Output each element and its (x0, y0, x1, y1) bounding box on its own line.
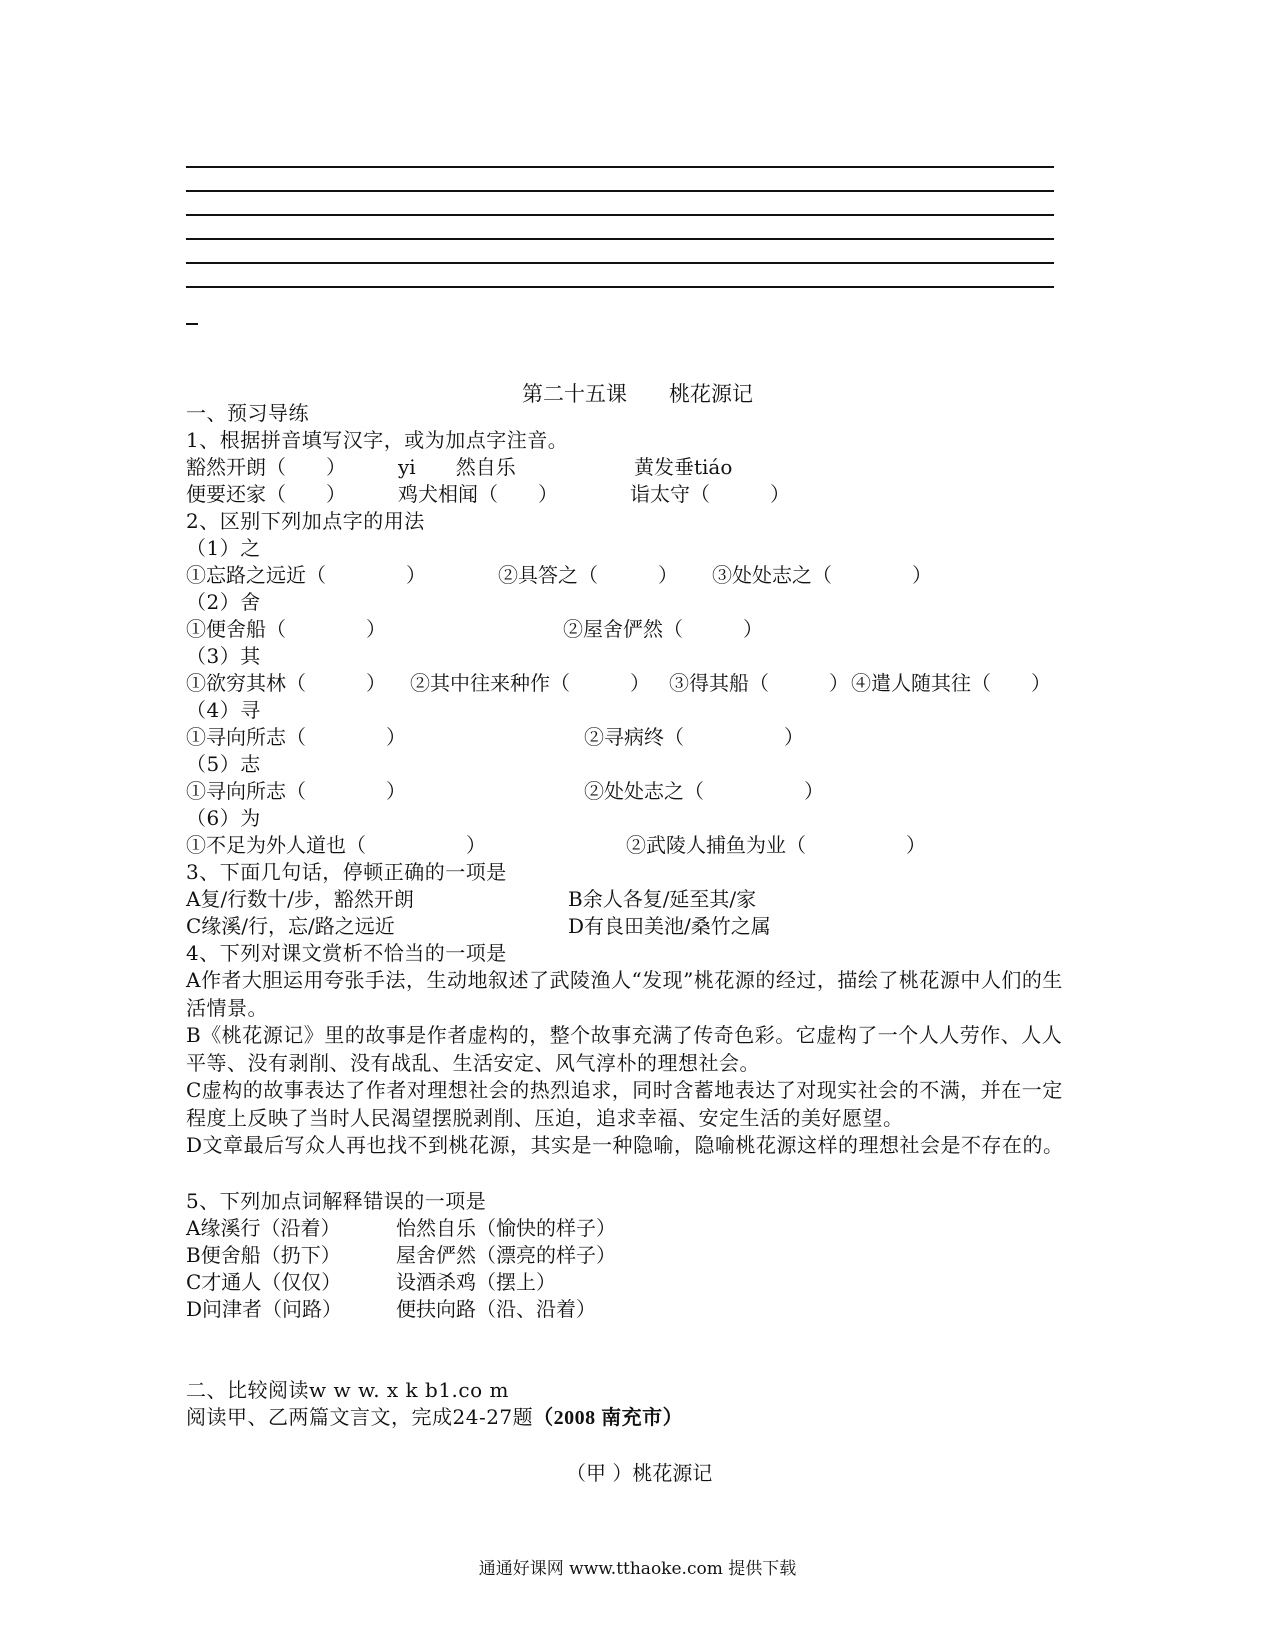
q4-option: C虚构的故事表达了作者对理想社会的热烈追求，同时含蓄地表达了对现实社会的不满，并在一定程度上反映了当时人民渴望摆脱剥削、压迫，追求幸福、安定生活的美好愿望。 (186, 1078, 1063, 1130)
q5-option: A缘溪行（沿着） (186, 1216, 341, 1240)
q2-group-head: （3）其 (186, 644, 261, 668)
q2-item: ①寻向所志（ ） (186, 779, 406, 803)
q2-item: ①便舍船（ ） (186, 617, 386, 641)
reading-intro (186, 1403, 1086, 1432)
question-5-prompt: 5、下列加点词解释错误的一项是 (186, 1189, 487, 1213)
q5-option: 怡然自乐（愉快的样子） (396, 1216, 616, 1240)
reading-source: （2008 南充市） (533, 1407, 684, 1429)
section-heading: 一、预习导练 (186, 401, 309, 425)
q1-item: 豁然开朗（ ） (186, 455, 346, 479)
q2-item: ④遣人随其往（ ） (851, 671, 1051, 695)
q2-item: ②武陵人捕鱼为业（ ） (626, 833, 926, 857)
q2-group-head: （2）舍 (186, 590, 261, 614)
question-3-prompt: 3、下面几句话，停顿正确的一项是 (186, 860, 507, 884)
q4-option: D文章最后写众人再也找不到桃花源，其实是一种隐喻，隐喻桃花源这样的理想社会是不存在的。 (186, 1133, 1064, 1157)
question-2-prompt: 2、区别下列加点字的用法 (186, 509, 425, 533)
q5-option: C才通人（仅仅） (186, 1270, 342, 1294)
answer-line (186, 286, 1054, 288)
answer-line (186, 238, 1054, 240)
q5-option: B便舍船（扔下） (186, 1243, 341, 1267)
q3-option: A复/行数十/步，豁然开朗 (186, 887, 414, 911)
q5-option: 屋舍俨然（漂亮的样子） (396, 1243, 616, 1267)
q2-item: ③得其船（ ） (669, 671, 849, 695)
q5-option: D问津者（问路） (186, 1297, 343, 1321)
lesson-title: 第二十五课 桃花源记 (522, 382, 753, 406)
q3-option: C缘溪/行，忘/路之远近 (186, 914, 395, 938)
answer-line (186, 166, 1054, 168)
q1-item: 黄发垂tiáo (634, 455, 733, 479)
q3-option: D有良田美池/桑竹之属 (568, 914, 771, 938)
q4-option: A作者大胆运用夸张手法，生动地叙述了武陵渔人“发现”桃花源的经过，描绘了桃花源中人们的生活情景。 (186, 968, 1063, 1020)
passage-subtitle: （甲 ）桃花源记 (566, 1461, 713, 1485)
answer-line-stub (186, 323, 198, 325)
q2-item: ①不足为外人道也（ ） (186, 833, 486, 857)
answer-line (186, 214, 1054, 216)
q5-option: 设酒杀鸡（摆上） (396, 1270, 556, 1294)
q1-item: 诣太守（ ） (630, 482, 790, 506)
page-footer: 通通好课网 www.tthaoke.com 提供下载 (478, 1559, 797, 1579)
q2-item: ②寻病终（ ） (584, 725, 804, 749)
answer-line (186, 262, 1054, 264)
q2-group-head: （4）寻 (186, 698, 261, 722)
question-1-prompt: 1、根据拼音填写汉字，或为加点字注音。 (186, 428, 569, 452)
question-4-prompt: 4、下列对课文赏析不恰当的一项是 (186, 941, 507, 965)
q2-item: ①欲穷其林（ ） (186, 671, 386, 695)
q3-option: B余人各复/延至其/家 (568, 887, 757, 911)
section-heading: 二、比较阅读w w w. x k b1.co m (186, 1378, 509, 1402)
q4-option: B《桃花源记》里的故事是作者虚构的，整个故事充满了传奇色彩。它虚构了一个人人劳作、人人平等、没有剥削、没有战乱、生活安定、风气淳朴的理想社会。 (186, 1023, 1063, 1075)
q2-group-head: （1）之 (186, 536, 261, 560)
q2-group-head: （6）为 (186, 806, 261, 830)
q2-item: ③处处志之（ ） (712, 563, 932, 587)
q2-item: ②具答之（ ） (498, 563, 678, 587)
q2-item: ②屋舍俨然（ ） (563, 617, 763, 641)
q1-item: yi 然自乐 (398, 455, 516, 479)
q1-item: 鸡犬相闻（ ） (398, 482, 558, 506)
answer-line (186, 190, 1054, 192)
reading-intro-text: 阅读甲、乙两篇文言文，完成24-27题 (186, 1405, 534, 1429)
q2-item: ①忘路之远近（ ） (186, 563, 426, 587)
q1-item: 便要还家（ ） (186, 482, 346, 506)
q2-item: ②其中往来种作（ ） (410, 671, 650, 695)
q5-option: 便扶向路（沿、沿着） (396, 1297, 596, 1321)
q2-item: ①寻向所志（ ） (186, 725, 406, 749)
q2-group-head: （5）志 (186, 752, 261, 776)
q2-item: ②处处志之（ ） (584, 779, 824, 803)
